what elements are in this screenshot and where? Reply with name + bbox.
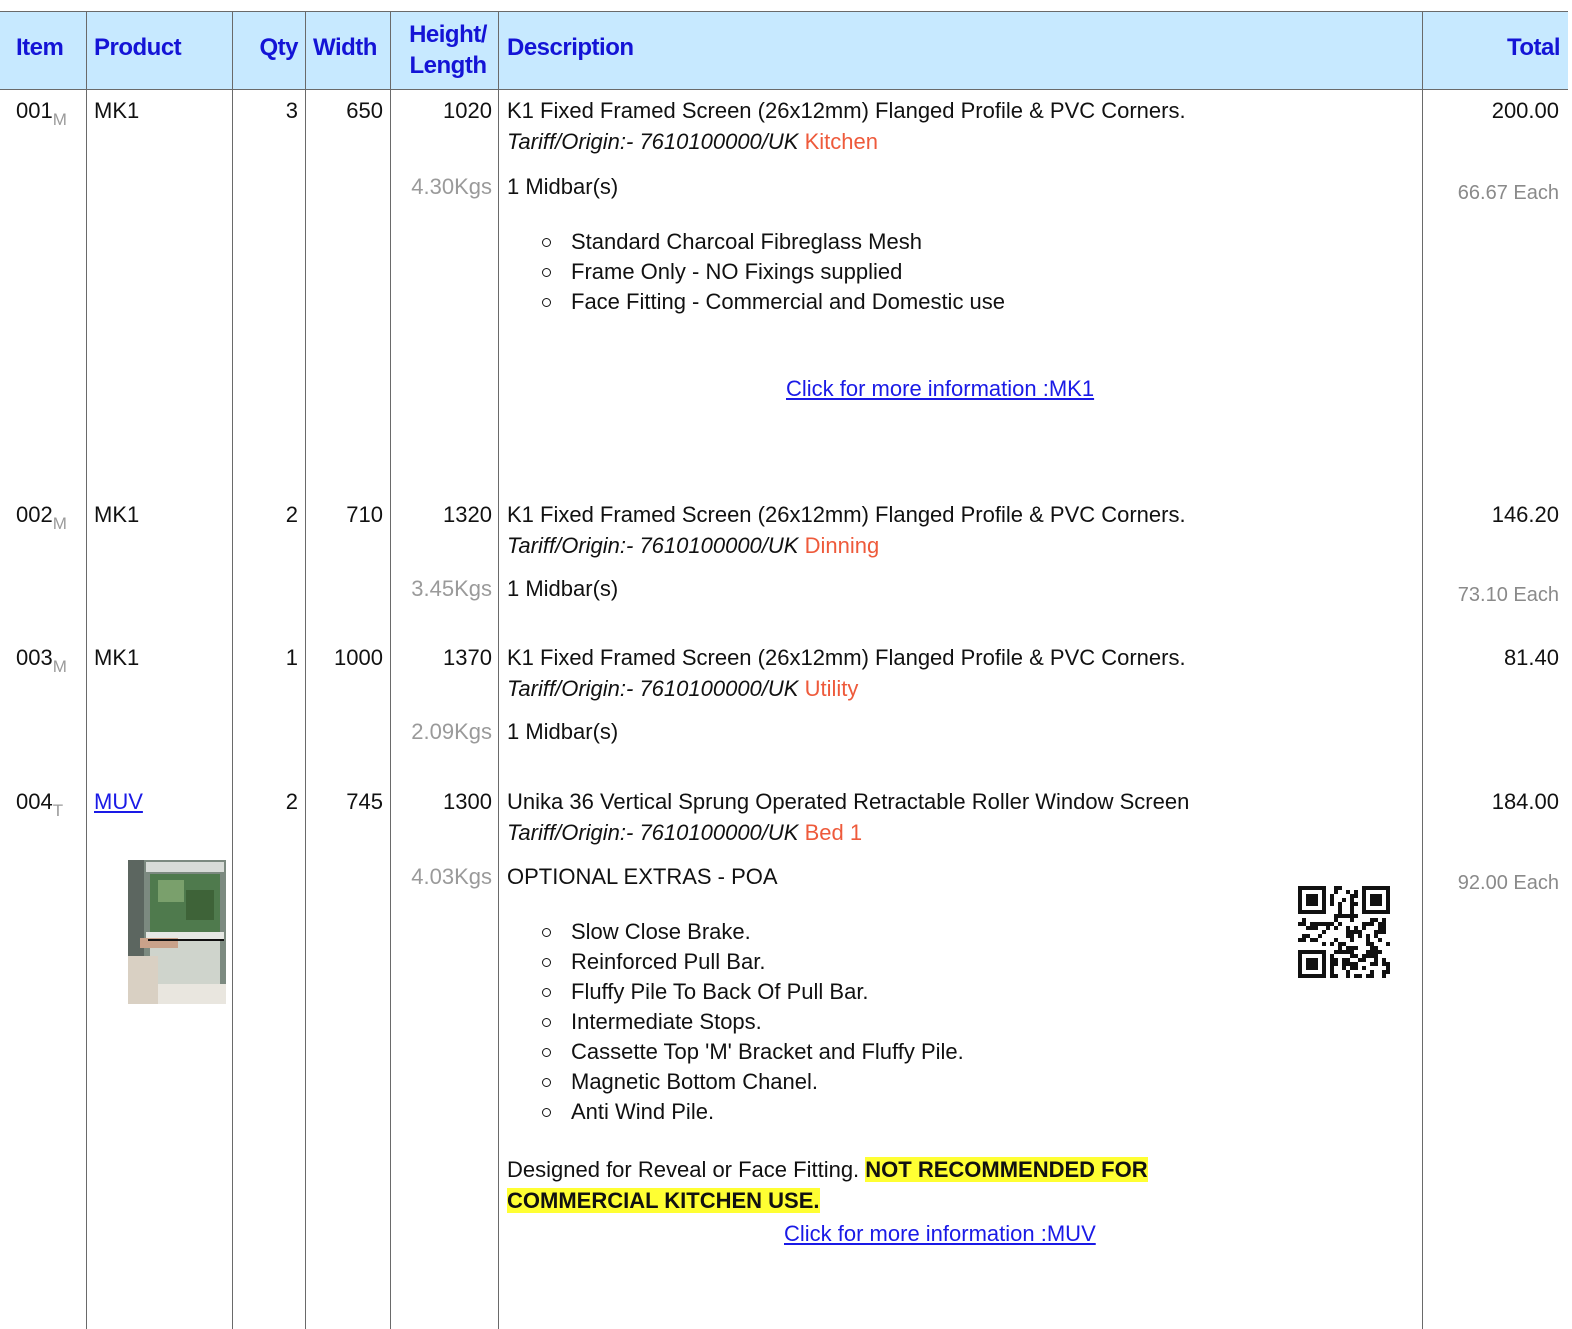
row-warning <box>507 1188 820 1214</box>
header-qty: Qty <box>259 34 298 61</box>
product-photo <box>128 860 226 1004</box>
row-item-number: $004_T$ <box>16 789 64 820</box>
warning-text: COMMERCIAL KITCHEN USE. <box>507 1188 820 1213</box>
header-top-border <box>0 11 1568 12</box>
row-description: Unika 36 Vertical Sprung Operated Retractable Roller Window Screen <box>507 789 1190 814</box>
row-unit-price: 92.00 Each <box>1457 872 1559 894</box>
list-item: Intermediate Stops. <box>507 1007 964 1037</box>
row-tariff: Tariff/Origin:- 7610100000/UK Bed 1 <box>507 820 863 845</box>
row-qty: 3 <box>285 98 298 123</box>
list-item: Slow Close Brake. <box>507 917 964 947</box>
header-item: Item <box>16 34 64 61</box>
row-extra: OPTIONAL EXTRAS - POA <box>507 864 778 889</box>
header-product: Product <box>94 34 182 61</box>
row-unit-price: 73.10 Each <box>1457 584 1559 606</box>
row-description: K1 Fixed Framed Screen (26x12mm) Flanged Profile & PVC Corners. <box>507 645 1186 670</box>
row-total: 146.20 <box>1491 502 1559 527</box>
list-item: Fluffy Pile To Back Of Pull Bar. <box>507 977 964 1007</box>
header-height-length: Height/ Length <box>409 21 487 79</box>
row-width: 650 <box>346 98 383 123</box>
row-product: MK1 <box>94 502 140 527</box>
row-tariff: Tariff/Origin:- 7610100000/UK Dinning <box>507 533 880 558</box>
row-weight: 2.09Kgs <box>411 719 492 744</box>
row-qty: 2 <box>285 789 298 814</box>
row-item-number: $003_M$ <box>16 645 67 676</box>
table-header <box>0 12 1568 90</box>
column-divider <box>1422 12 1423 1329</box>
row-room: Bed 1 <box>804 820 863 845</box>
list-item: Cassette Top 'M' Bracket and Fluffy Pile. <box>507 1037 964 1067</box>
row-total: 200.00 <box>1491 98 1559 123</box>
row-total: 81.40 <box>1503 645 1559 670</box>
row-tariff: Tariff/Origin:- 7610100000/UK Utility <box>507 676 859 701</box>
row-extra: 1 Midbar(s) <box>507 719 619 744</box>
column-divider <box>390 12 391 1329</box>
list-item: Face Fitting - Commercial and Domestic use <box>507 287 1005 317</box>
header-bottom-border <box>0 89 1568 90</box>
list-item: Reinforced Pull Bar. <box>507 947 964 977</box>
warning-text: NOT RECOMMENDED FOR <box>865 1157 1148 1182</box>
header-width: Width <box>313 34 377 61</box>
row-description: K1 Fixed Framed Screen (26x12mm) Flanged Profile & PVC Corners. <box>507 98 1186 123</box>
row-height: 1300 <box>443 789 492 814</box>
row-width: 710 <box>346 502 383 527</box>
list-item: Anti Wind Pile. <box>507 1097 964 1127</box>
row-description: K1 Fixed Framed Screen (26x12mm) Flanged Profile & PVC Corners. <box>507 502 1186 527</box>
row-note: Designed for Reveal or Face Fitting. NOT RECOMMENDED FOR <box>507 1157 1148 1182</box>
product-link-muv[interactable]: MUV <box>94 789 143 814</box>
header-total: Total <box>1506 34 1560 61</box>
row-product: MK1 <box>94 98 140 123</box>
row-bullets <box>507 227 1005 317</box>
row-extra: 1 Midbar(s) <box>507 576 619 601</box>
list-item: Magnetic Bottom Chanel. <box>507 1067 964 1097</box>
row-item-number: $002_M$ <box>16 502 67 533</box>
row-width: 745 <box>346 789 383 814</box>
row-width: 1000 <box>334 645 383 670</box>
column-divider <box>305 12 306 1329</box>
row-room: Utility <box>804 676 859 701</box>
row-height: 1320 <box>443 502 492 527</box>
column-divider <box>86 12 87 1329</box>
row-qty: 1 <box>285 645 298 670</box>
more-info-link-mk1[interactable]: Click for more information :MK1 <box>786 376 1095 401</box>
row-bullets <box>507 917 964 1127</box>
more-info-link-muv[interactable]: Click for more information :MUV <box>784 1221 1096 1246</box>
row-qty: 2 <box>285 502 298 527</box>
row-unit-price: 66.67 Each <box>1457 182 1559 204</box>
qr-code-icon <box>1298 886 1390 978</box>
row-weight: 4.03Kgs <box>411 864 492 889</box>
row-item-number: $001_M$ <box>16 98 67 129</box>
row-height: 1370 <box>443 645 492 670</box>
list-item: Frame Only - NO Fixings supplied <box>507 257 1005 287</box>
column-divider <box>498 12 499 1329</box>
row-total: 184.00 <box>1491 789 1559 814</box>
row-tariff: Tariff/Origin:- 7610100000/UK Kitchen <box>507 129 878 154</box>
row-product: MK1 <box>94 645 140 670</box>
row-room: Dinning <box>804 533 880 558</box>
row-room: Kitchen <box>804 129 878 154</box>
row-height: 1020 <box>443 98 492 123</box>
row-extra: 1 Midbar(s) <box>507 174 619 199</box>
header-description: Description <box>507 34 634 61</box>
row-weight: 4.30Kgs <box>411 174 492 199</box>
list-item: Standard Charcoal Fibreglass Mesh <box>507 227 1005 257</box>
column-divider <box>232 12 233 1329</box>
row-weight: 3.45Kgs <box>411 576 492 601</box>
